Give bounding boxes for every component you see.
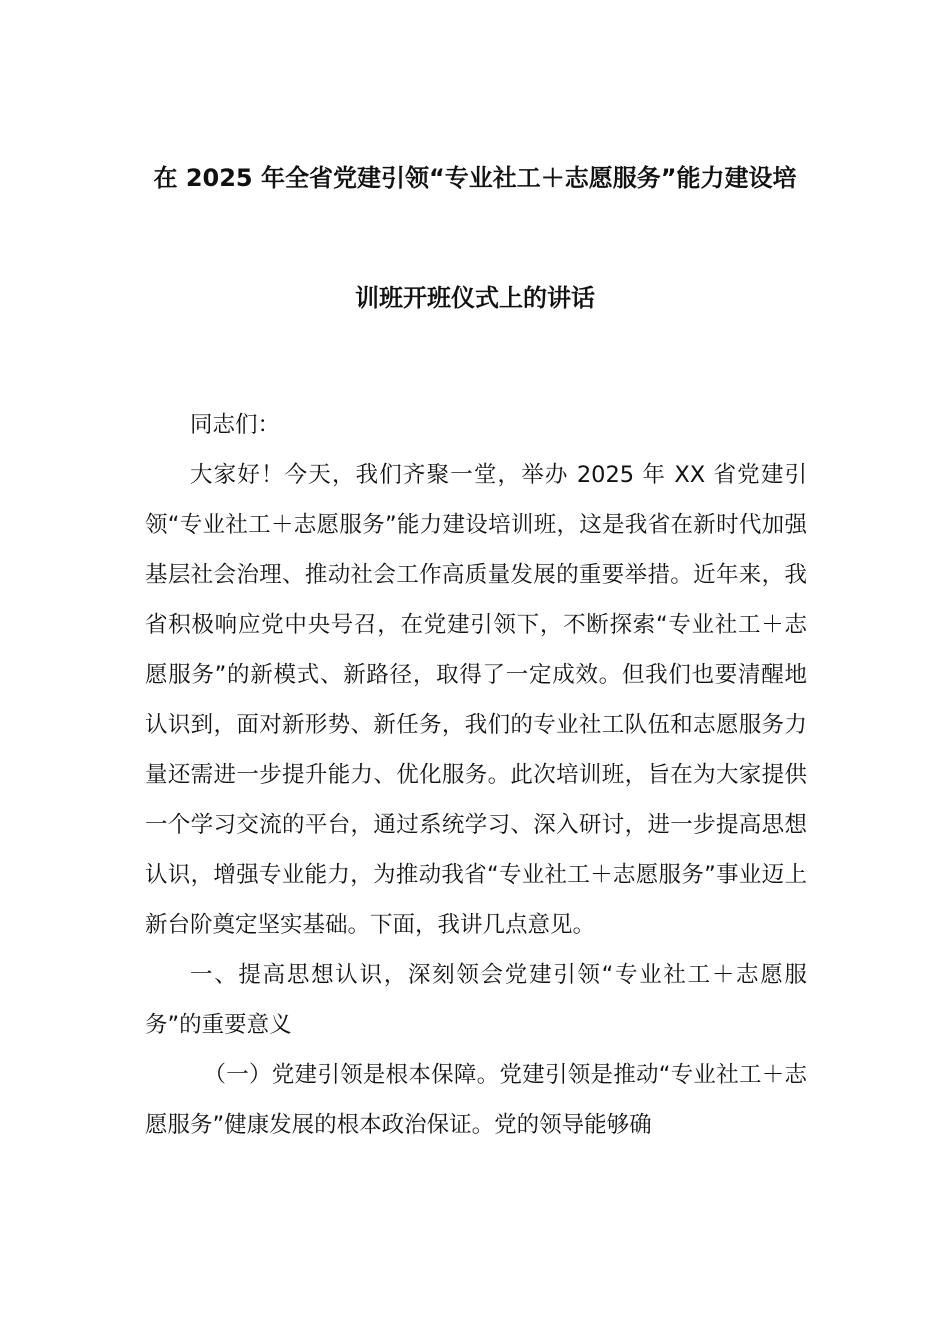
subsection-1-paragraph: （一）党建引领是根本保障。党建引领是推动“专业社工＋志愿服务”健康发展的根本政治保证。党的领导能够确 xyxy=(145,1062,807,1138)
section-1-heading: 一、提高思想认识，深刻领会党建引领“专业社工＋志愿服务”的重要意义 xyxy=(145,962,807,1038)
salutation: 同志们： xyxy=(190,412,281,438)
document-title-line-2: 训班开班仪式上的讲话 xyxy=(355,284,595,312)
document-title-line-1: 在 2025 年全省党建引领“专业社工＋志愿服务”能力建设培 xyxy=(153,164,797,192)
intro-paragraph: 大家好！今天，我们齐聚一堂，举办 2025 年 XX 省党建引领“专业社工＋志愿服务”能力建设培训班，这是我省在新时代加强基层社会治理、推动社会工作高质量发展的重要举措。近年来，我省积极响应党中央号召，在党建引领下，不断探索“专业社工＋志愿服务”的新模式、新路径，取得了一定成效。但我们也要清醒地认识到，面对新形势、新任务，我们的专业社工队伍和志愿服务力量还需进一步提升能力、优化服务。此次培训班，旨在为大家提供一个学习交流的平台，通过系统学习、深入研讨，进一步提高思想认识，增强专业能力，为推动我省“专业社工＋志愿服务”事业迈上新台阶奠定坚实基础。下面，我讲几点意见。 xyxy=(145,462,807,938)
document-body xyxy=(145,400,807,1150)
